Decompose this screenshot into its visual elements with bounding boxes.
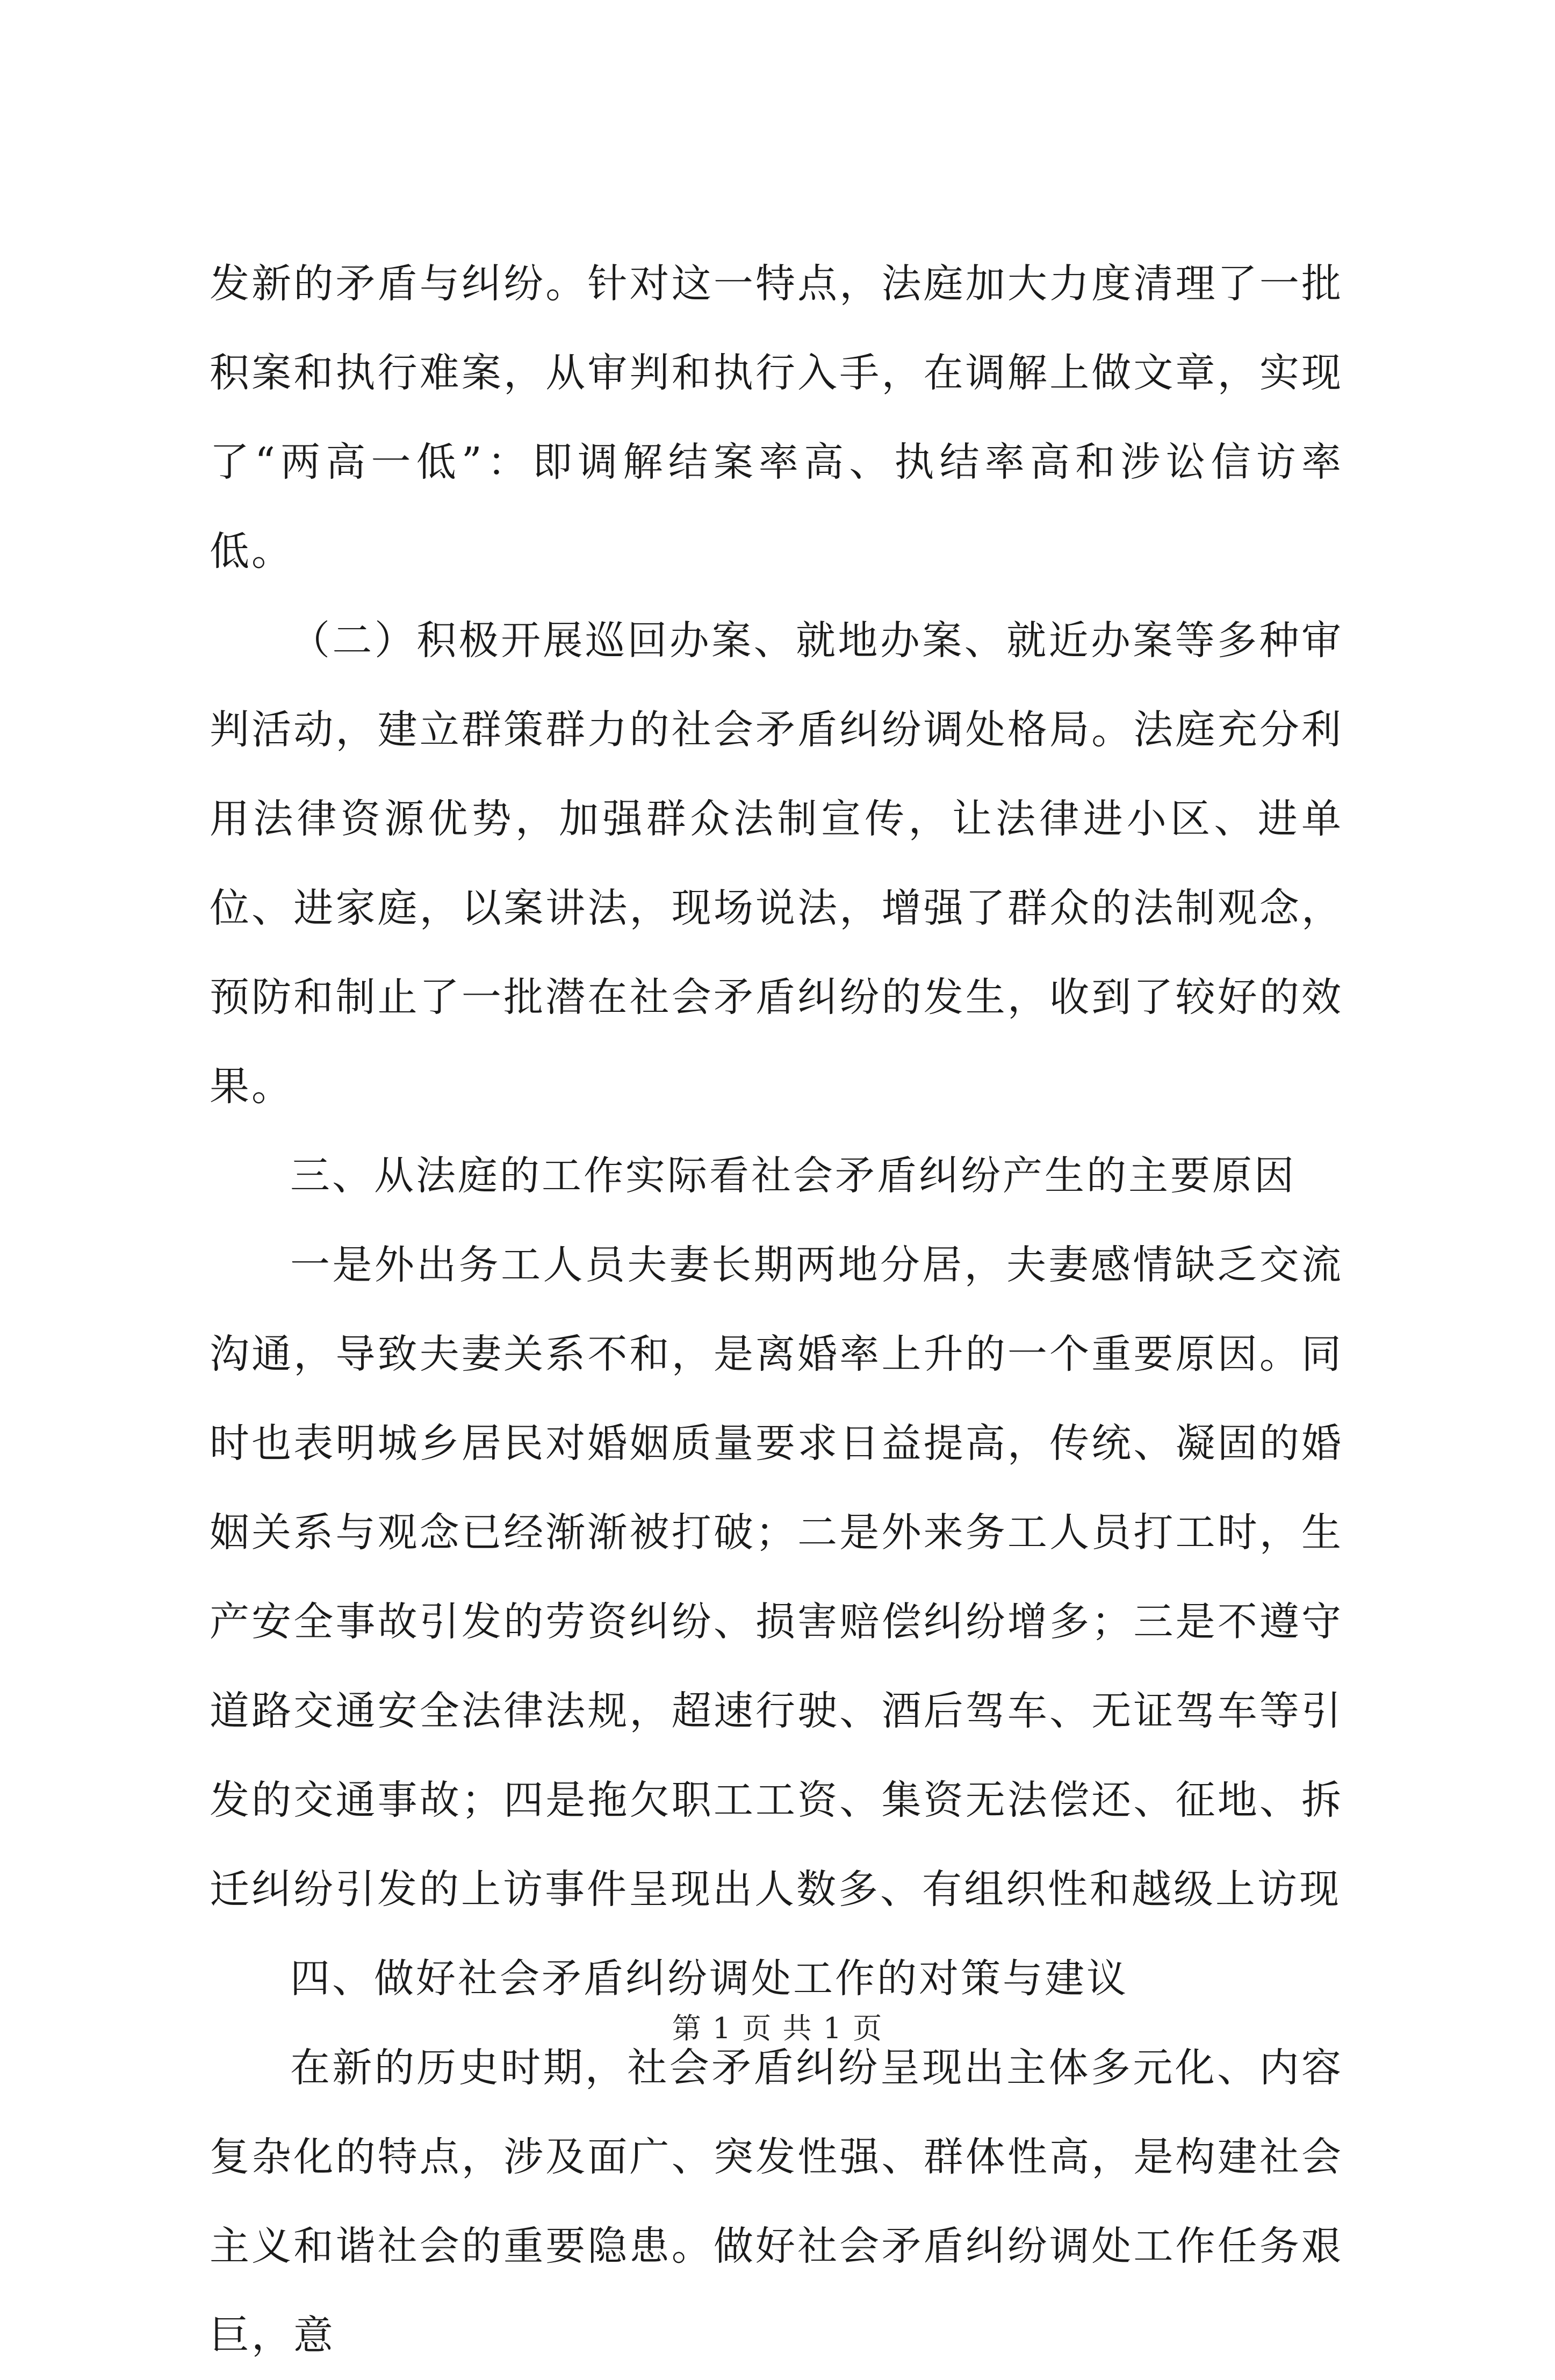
paragraph-section-two: （二）积极开展巡回办案、就地办案、就近办案等多种审判活动，建立群策群力的社会矛盾纠纷调处格局。法庭充分利用法律资源优势，加强群众法制宣传，让法律进小区、进单位、进家庭，以案讲法，现场说法，增强了群众的法制观念，预防和制止了一批潜在社会矛盾纠纷的发生，收到了较好的效果。 [210,617,1343,1110]
page-footer: 第 1 页 共 1 页 [672,2011,883,2045]
heading-section-four: 四、做好社会矛盾纠纷调处工作的对策与建议 [290,1955,1128,2002]
heading-section-three: 三、从法庭的工作实际看社会矛盾纠纷产生的主要原因 [290,1153,1296,1199]
paragraph-causes: 一是外出务工人员夫妻长期两地分居，夫妻感情缺乏交流沟通，导致夫妻关系不和，是离婚率上升的一个重要原因。同时也表明城乡居民对婚姻质量要求日益提高，传统、凝固的婚姻关系与观念已经渐渐被打破；二是外来务工人员打工时，生产安全事故引发的劳资纠纷、损害赔偿纠纷增多；三是不遵守道路交通安全法律法规，超速行驶、酒后驾车、无证驾车等引发的交通事故；四是拖欠职工工资、集资无法偿还、征地、拆迁纠纷引发的上访事件呈现出人数多、有组织性和越级上访现 [210,1242,1343,1912]
paragraph-countermeasures: 在新的历史时期，社会矛盾纠纷呈现出主体多元化、内容复杂化的特点，涉及面广、突发性强、群体性高，是构建社会主义和谐社会的重要隐患。做好社会矛盾纠纷调处工作任务艰巨，意 [210,2045,1343,2359]
document-body [210,239,1343,2380]
paragraph-continuation: 发新的矛盾与纠纷。针对这一特点，法庭加大力度清理了一批积案和执行难案，从审判和执行入手，在调解上做文章，实现了“两高一低”：即调解结案率高、执结率高和涉讼信访率低。 [210,261,1343,574]
